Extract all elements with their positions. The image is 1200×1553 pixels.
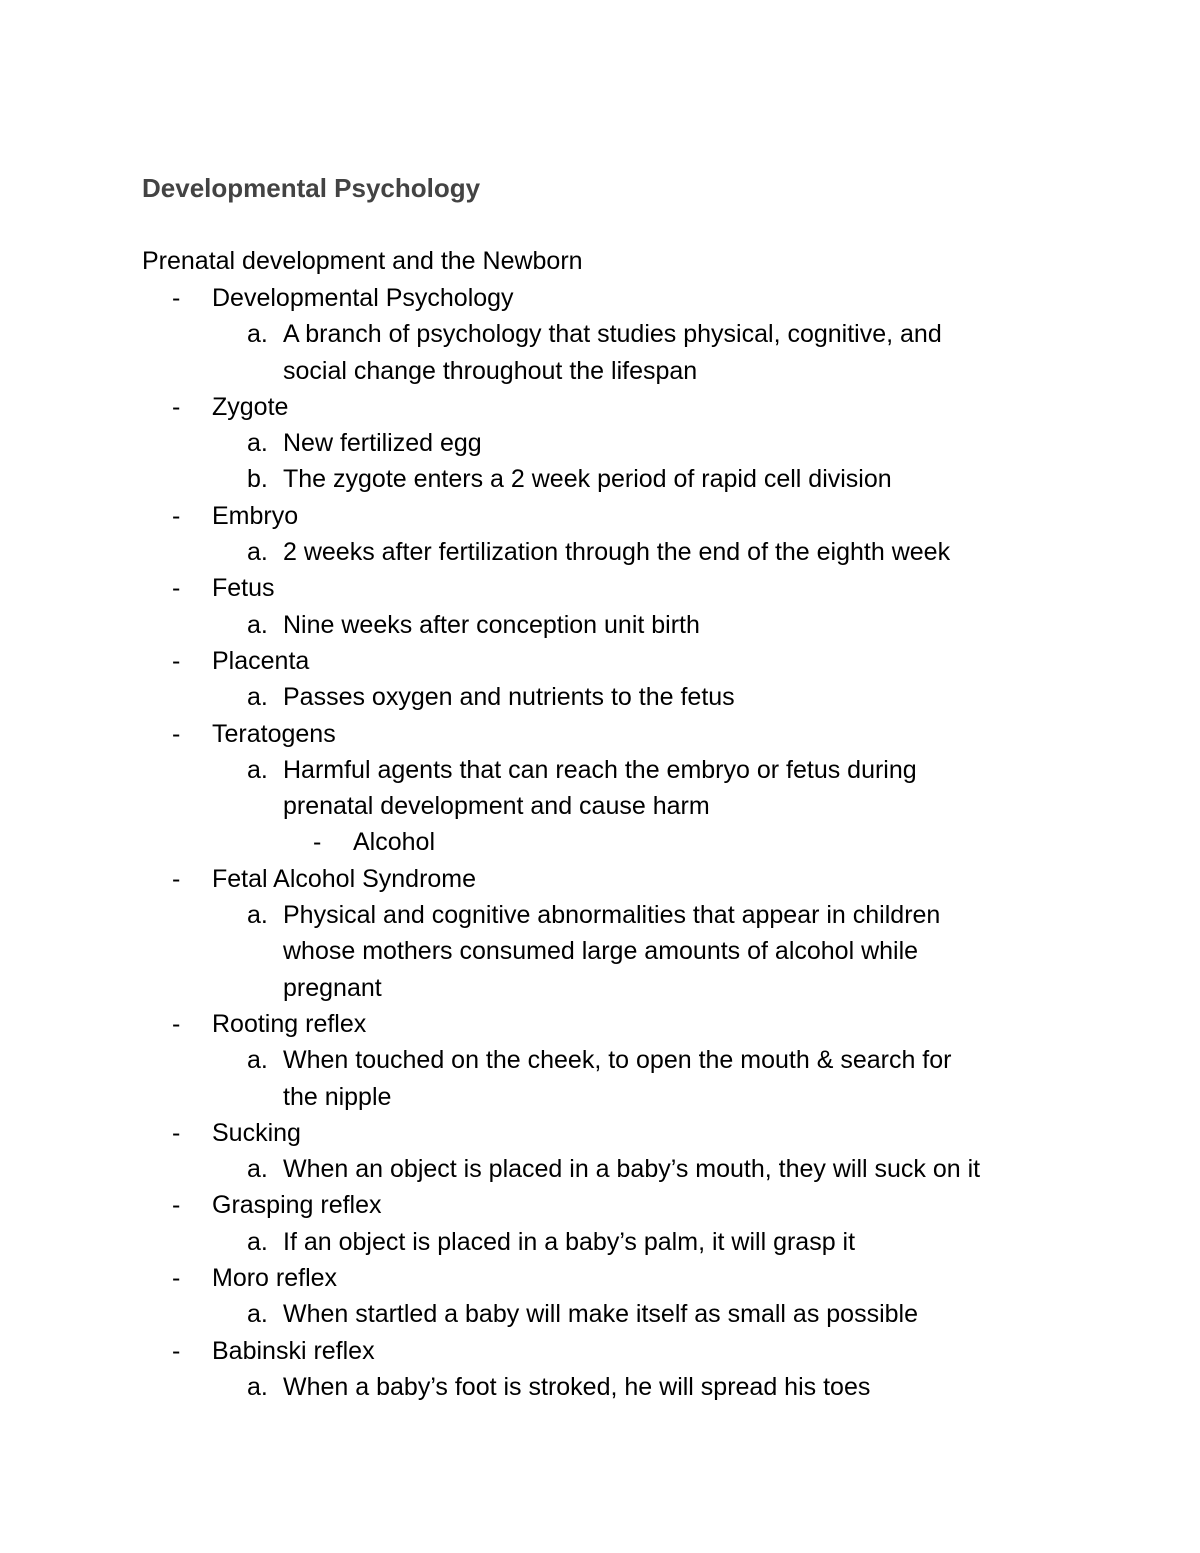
list-bullet: -	[172, 864, 181, 893]
definition-marker: a.	[247, 683, 268, 712]
term-item	[0, 570, 1200, 606]
definition-marker: a.	[247, 1372, 268, 1401]
definition-text: prenatal development and cause harm	[283, 792, 710, 821]
term-label: Grasping reflex	[212, 1191, 382, 1220]
term-item	[0, 716, 1200, 752]
definition-marker: a.	[247, 610, 268, 639]
term-item	[0, 280, 1200, 316]
definition-marker: a.	[247, 1046, 268, 1075]
term-item	[0, 498, 1200, 534]
definition-marker: a.	[247, 1155, 268, 1184]
term-item	[0, 1115, 1200, 1151]
term-label: Rooting reflex	[212, 1009, 367, 1038]
term-item	[0, 1333, 1200, 1369]
definition-marker: b.	[247, 465, 268, 494]
section-heading: Prenatal development and the Newborn	[142, 247, 583, 275]
term-label: Sucking	[212, 1118, 301, 1147]
definition-item	[0, 534, 1083, 570]
definition-text: the nipple	[283, 1082, 392, 1111]
definition-text: New fertilized egg	[283, 429, 482, 458]
definition-text: Physical and cognitive abnormalities that appear in children	[283, 901, 941, 930]
definition-item	[0, 425, 1083, 461]
definition-item	[0, 1369, 1083, 1405]
term-label: Babinski reflex	[212, 1336, 375, 1365]
definition-item	[0, 461, 1083, 497]
definition-text: Passes oxygen and nutrients to the fetus	[283, 683, 735, 712]
definition-item	[0, 1224, 1083, 1260]
sub-item	[0, 824, 1200, 860]
term-label: Zygote	[212, 392, 289, 421]
list-bullet: -	[172, 719, 181, 748]
definition-item	[0, 897, 1083, 1006]
list-bullet: -	[172, 1009, 181, 1038]
term-item	[0, 861, 1200, 897]
term-item	[0, 1187, 1200, 1223]
list-bullet: -	[172, 284, 181, 312]
term-label: Developmental Psychology	[212, 284, 514, 312]
sub-bullet: -	[313, 828, 322, 857]
definition-marker: a.	[247, 429, 268, 458]
definition-text: pregnant	[283, 973, 382, 1002]
list-bullet: -	[172, 392, 181, 421]
definition-text: When a baby’s foot is stroked, he will spread his toes	[283, 1372, 871, 1401]
definition-text: 2 weeks after fertilization through the end of the eighth week	[283, 538, 951, 567]
definition-marker: a.	[247, 901, 268, 930]
sub-item-text: Alcohol	[353, 828, 435, 857]
list-bullet: -	[172, 1191, 181, 1220]
document-title: Developmental Psychology	[142, 173, 481, 203]
definition-text: social change throughout the lifespan	[283, 356, 698, 385]
definition-text: When startled a baby will make itself as small as possible	[283, 1300, 918, 1329]
definition-text: If an object is placed in a baby’s palm, it will grasp it	[283, 1227, 856, 1256]
list-bullet: -	[172, 501, 181, 530]
list-bullet: -	[172, 1264, 181, 1293]
definition-item	[0, 752, 1083, 825]
term-list	[0, 280, 1200, 1405]
definition-text: When touched on the cheek, to open the mouth & search for	[283, 1046, 952, 1075]
definition-marker: a.	[247, 1227, 268, 1256]
definition-marker: a.	[247, 755, 268, 784]
list-bullet: -	[172, 1118, 181, 1147]
term-label: Placenta	[212, 646, 310, 675]
definition-item	[0, 1296, 1083, 1332]
definition-text: The zygote enters a 2 week period of rapid cell division	[283, 465, 892, 494]
term-label: Fetus	[212, 574, 275, 603]
definition-item	[0, 1151, 1083, 1187]
definition-item	[0, 607, 1083, 643]
definition-text: A branch of psychology that studies physical, cognitive, and	[283, 320, 942, 349]
term-label: Fetal Alcohol Syndrome	[212, 864, 477, 893]
definition-marker: a.	[247, 320, 268, 349]
definition-text: When an object is placed in a baby’s mouth, they will suck on it	[283, 1155, 981, 1184]
list-bullet: -	[172, 646, 181, 675]
term-item	[0, 389, 1200, 425]
list-bullet: -	[172, 1336, 181, 1365]
definition-text: Harmful agents that can reach the embryo or fetus during	[283, 755, 917, 784]
definition-marker: a.	[247, 1300, 268, 1329]
list-bullet: -	[172, 574, 181, 603]
definition-marker: a.	[247, 538, 268, 567]
term-label: Teratogens	[212, 719, 336, 748]
definition-text: whose mothers consumed large amounts of alcohol while	[283, 937, 919, 966]
term-item	[0, 643, 1200, 679]
term-label: Embryo	[212, 501, 299, 530]
term-item	[0, 1006, 1200, 1042]
definition-text: Nine weeks after conception unit birth	[283, 610, 700, 639]
term-label: Moro reflex	[212, 1264, 338, 1293]
definition-item	[0, 679, 1083, 715]
definition-item	[0, 1042, 1083, 1115]
definition-item	[0, 316, 1083, 389]
term-item	[0, 1260, 1200, 1296]
